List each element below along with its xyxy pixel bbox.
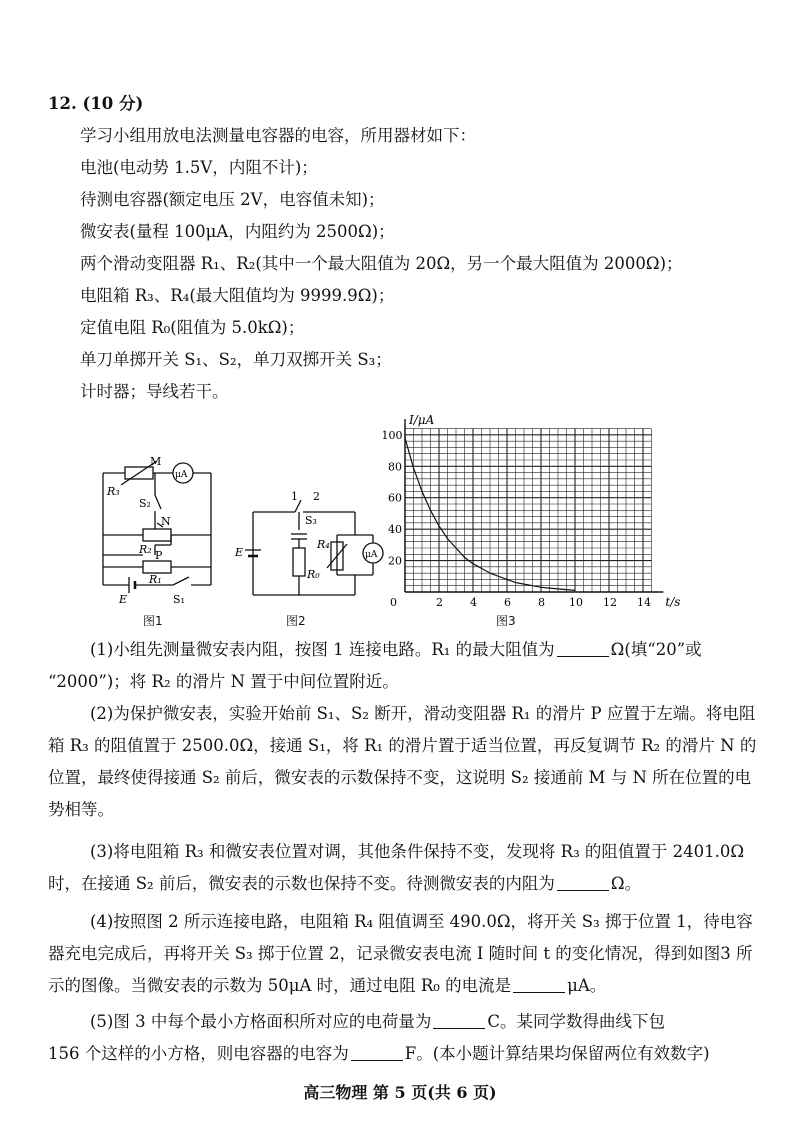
fig1-label-p: P bbox=[155, 549, 163, 562]
x-tick-label: 14 bbox=[637, 596, 651, 609]
part-4-line-1: (4)按照图 2 所示连接电路，电阻箱 R₄ 阻值调至 490.0Ω，将开关 S₃ 掷于位置 1，待电容 bbox=[90, 912, 753, 931]
x-tick-label: 4 bbox=[470, 596, 477, 609]
fig1-label-m: M bbox=[150, 455, 162, 468]
fig2-label-r0: R₀ bbox=[307, 568, 320, 581]
answer-blank-5[interactable] bbox=[351, 1044, 403, 1061]
part-5-line-2: 156 个这样的小方格，则电容器的电容为 F。(本小题计算结果均保留两位有效数字) bbox=[48, 1044, 710, 1063]
figure-1-caption: 图1 bbox=[143, 614, 163, 628]
material-item: 微安表(量程 100μA，内阻约为 2500Ω)； bbox=[80, 222, 395, 241]
x-tick-label: 6 bbox=[504, 596, 511, 609]
x-tick-label: 0 bbox=[390, 596, 397, 609]
part-2-line-4: 势相等。 bbox=[48, 800, 114, 819]
answer-blank-1[interactable] bbox=[557, 640, 609, 657]
part-5-line-1: (5)图 3 中每个最小方格面积所对应的电荷量为 C。某同学数得曲线下包 bbox=[90, 1012, 665, 1031]
fig2-label-e: E bbox=[235, 546, 244, 559]
part-2-line-3: 位置，最终使得接通 S₂ 前后，微安表的示数保持不变，这说明 S₂ 接通前 M 与 N 所在位置的电 bbox=[48, 768, 752, 787]
figure-3-caption: 图3 bbox=[496, 614, 516, 628]
fig2-label-pos1: 1 bbox=[291, 490, 298, 503]
fig1-label-s2: S₂ bbox=[139, 497, 151, 510]
part-1-line-2: “2000”)；将 R₂ 的滑片 N 置于中间位置附近。 bbox=[48, 672, 399, 691]
fig1-label-r3: R₃ bbox=[107, 485, 120, 498]
fig2-meter-label: μA bbox=[365, 550, 378, 560]
chart-y-label: I/μA bbox=[409, 413, 435, 427]
figure-1-circuit bbox=[95, 455, 225, 615]
fig2-label-pos2: 2 bbox=[313, 490, 320, 503]
material-item: 计时器；导线若干。 bbox=[80, 382, 229, 401]
part-4-line-2: 器充电完成后，再将开关 S₃ 掷于位置 2，记录微安表电流 I 随时间 t 的变化情况，得到如图3 所 bbox=[48, 944, 753, 963]
fig1-label-r2: R₂ bbox=[139, 543, 152, 556]
part-2-line-1: (2)为保护微安表，实验开始前 S₁、S₂ 断开，滑动变阻器 R₁ 的滑片 P 应置于左端。将电阻 bbox=[90, 704, 756, 723]
x-tick-label: 8 bbox=[538, 596, 545, 609]
part-2-line-2: 箱 R₃ 的阻值置于 2500.0Ω，接通 S₁，将 R₁ 的滑片置于适当位置，再反复调节 R₂ 的滑片 N 的 bbox=[48, 736, 757, 755]
material-item: 电池(电动势 1.5V，内阻不计)； bbox=[80, 158, 318, 177]
fig1-label-e: E bbox=[119, 593, 128, 606]
answer-blank-4[interactable] bbox=[433, 1012, 485, 1029]
y-tick-label: 40 bbox=[388, 523, 402, 537]
material-item: 两个滑动变阻器 R₁、R₂(其中一个最大阻值为 20Ω，另一个最大阻值为 2000Ω)； bbox=[80, 254, 683, 273]
part-1-line-1: (1)小组先测量微安表内阻，按图 1 连接电路。R₁ 的最大阻值为 Ω(填“20”或 bbox=[90, 640, 702, 659]
y-tick-label: 20 bbox=[388, 554, 402, 568]
x-tick-label: 2 bbox=[436, 596, 443, 609]
chart-x-label: t/s bbox=[665, 595, 681, 609]
fig2-label-r4: R₄ bbox=[317, 538, 330, 551]
part-3-line-1: (3)将电阻箱 R₃ 和微安表位置对调，其他条件保持不变，发现将 R₃ 的阻值置于 2401.0Ω bbox=[90, 842, 745, 861]
question-intro: 学习小组用放电法测量电容器的电容，所用器材如下： bbox=[80, 126, 476, 145]
fig1-label-n: N bbox=[161, 515, 171, 528]
x-tick-label: 10 bbox=[569, 596, 583, 609]
figure-2-caption: 图2 bbox=[286, 614, 306, 628]
answer-blank-2[interactable] bbox=[557, 874, 609, 891]
material-item: 电阻箱 R₃、R₄(最大阻值均为 9999.9Ω)； bbox=[80, 286, 395, 305]
figure-3-chart bbox=[381, 412, 700, 612]
material-item: 单刀单掷开关 S₁、S₂，单刀双掷开关 S₃； bbox=[80, 350, 392, 369]
y-tick-label: 60 bbox=[388, 491, 402, 505]
y-tick-label: 100 bbox=[381, 428, 403, 442]
part-4-line-3: 示的图像。当微安表的示数为 50μA 时，通过电阻 R₀ 的电流是 μA。 bbox=[48, 976, 607, 995]
fig2-label-s3: S₃ bbox=[305, 514, 317, 527]
material-item: 定值电阻 R₀(阻值为 5.0kΩ)； bbox=[80, 318, 305, 337]
page-footer: 高三物理 第 5 页(共 6 页) bbox=[303, 1083, 497, 1102]
question-number: 12. (10 分) bbox=[48, 94, 144, 113]
part-3-line-2: 时，在接通 S₂ 前后，微安表的示数也保持不变。待测微安表的内阻为 Ω。 bbox=[48, 874, 642, 893]
fig1-label-s1: S₁ bbox=[173, 593, 185, 606]
answer-blank-3[interactable] bbox=[513, 976, 565, 993]
x-tick-label: 12 bbox=[603, 596, 617, 609]
material-item: 待测电容器(额定电压 2V，电容值未知)； bbox=[80, 190, 385, 209]
figure-2-circuit bbox=[235, 490, 385, 605]
y-tick-label: 80 bbox=[388, 460, 402, 474]
fig1-meter-label: μA bbox=[175, 470, 188, 480]
fig1-label-r1: R₁ bbox=[149, 573, 162, 586]
